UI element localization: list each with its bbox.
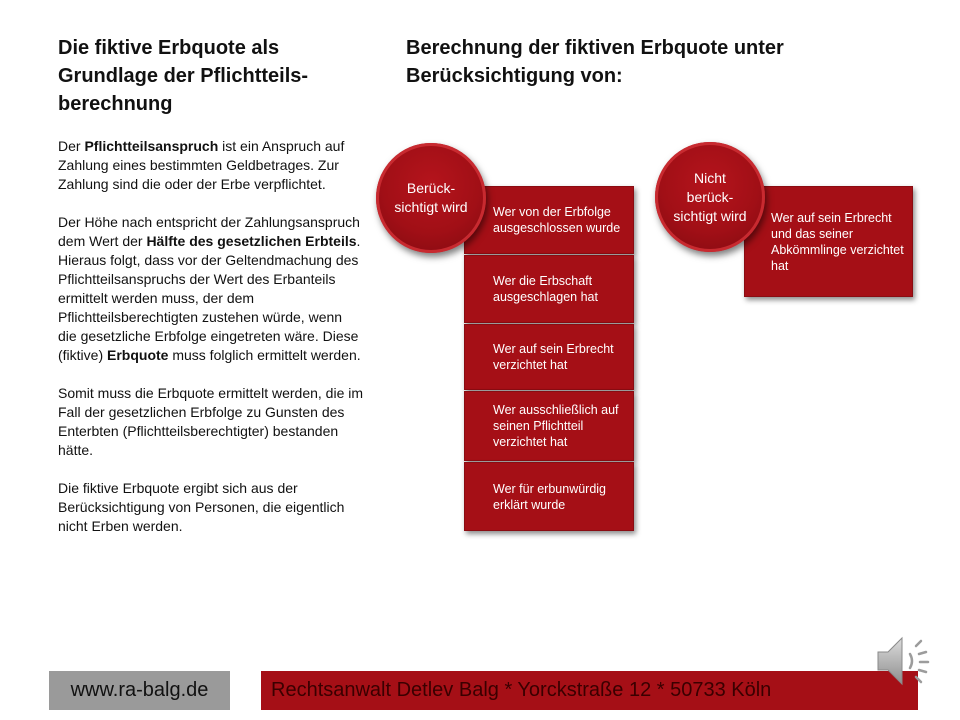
paragraph-1: Der Pflichtteilsanspruch ist ein Anspruch auf Zahlung eines bestimmten Geldbetrages. Zur Zahlung sind die oder der Erbe verpflichtet. — [58, 138, 345, 192]
considered-item: Wer auf sein Erbrecht verzichtet hat — [464, 324, 634, 390]
paragraph-4: Die fiktive Erbquote ergibt sich aus der Berücksichtigung von Personen, die eigentlich nicht Erben werden. — [58, 480, 345, 534]
footer-url[interactable]: www.ra-balg.de — [49, 671, 230, 710]
considered-circle: Berück-sichtigt wird — [376, 143, 486, 253]
considered-item: Wer die Erbschaft ausgeschlagen hat — [464, 255, 634, 323]
speaker-icon[interactable] — [872, 632, 936, 690]
considered-item: Wer für erbunwürdig erklärt wurde — [464, 462, 634, 531]
left-body-text — [58, 137, 363, 555]
footer-address: Rechtsanwalt Detlev Balg * Yorckstraße 12 * 50733 Köln — [261, 671, 918, 710]
right-title: Berechnung der fiktiven Erbquote unter Berücksichtigung von: — [406, 37, 784, 87]
left-title: Die fiktive Erbquote als Grundlage der Pflichtteils-berechnung — [58, 37, 309, 115]
considered-item: Wer von der Erbfolge ausgeschlossen wurde — [464, 186, 634, 254]
paragraph-3: Somit muss die Erbquote ermittelt werden, die im Fall der gesetzlichen Erbfolge zu Gunsten des Enterbten (Pflichtteilsberechtigter) bestanden hätte. — [58, 385, 364, 458]
not-considered-item: Wer auf sein Erbrecht und das seiner Abkömmlinge verzichtet hat — [744, 186, 913, 297]
considered-item: Wer ausschließlich auf seinen Pflichtteil verzichtet hat — [464, 391, 634, 461]
not-considered-circle: Nicht berück-sichtigt wird — [655, 142, 765, 252]
paragraph-2: Der Höhe nach entspricht der Zahlungsanspruch dem Wert der Hälfte des gesetzlichen Erbteils. Hieraus folgt, dass vor der Geltendmachung des Pflichtteilsanspruchs der Wert des Erbanteils ermittelt werden muss, der dem Pflichtteilsberechtigten zustehen würde, wenn die gesetzliche Erbfolge eingetreten wäre. Diese (fiktive) Erbquote muss folglich ermittelt werden. — [58, 214, 361, 363]
